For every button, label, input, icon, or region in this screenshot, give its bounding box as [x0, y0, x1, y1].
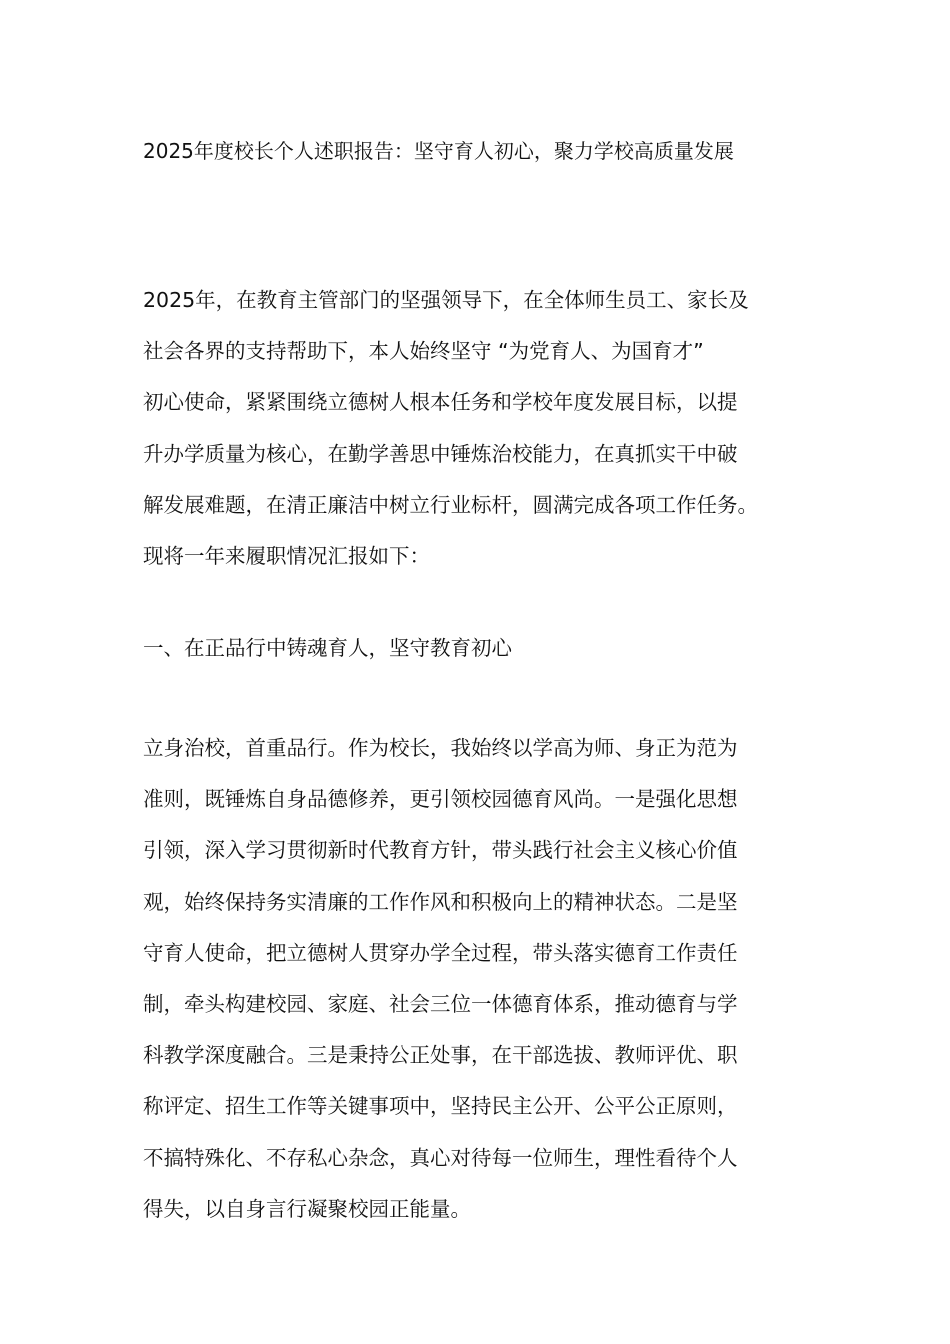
- intro-paragraph: [143, 275, 823, 582]
- paragraph-line: 升办学质量为核心，在勤学善思中锤炼治校能力，在真抓实干中破: [143, 441, 738, 466]
- document-title: 2025年度校长个人述职报告：坚守育人初心，聚力学校高质量发展: [143, 139, 734, 163]
- section-paragraph: [143, 723, 823, 1235]
- section-heading: 一、在正品行中铸魂育人，坚守教育初心: [143, 636, 512, 660]
- paragraph-line: 准则，既锤炼自身品德修养，更引领校园德育风尚。一是强化思想: [143, 787, 738, 812]
- paragraph-line: 科教学深度融合。三是秉持公正处事，在干部选拔、教师评优、职: [143, 1043, 738, 1068]
- paragraph-line: 不搞特殊化、不存私心杂念，真心对待每一位师生，理性看待个人: [143, 1145, 738, 1170]
- paragraph-line: 初心使命，紧紧围绕立德树人根本任务和学校年度发展目标，以提: [143, 390, 738, 415]
- paragraph-line: 守育人使命，把立德树人贯穿办学全过程，带头落实德育工作责任: [143, 940, 738, 965]
- paragraph-line: 称评定、招生工作等关键事项中，坚持民主公开、公平公正原则，: [143, 1094, 738, 1119]
- paragraph-line: 立身治校，首重品行。作为校长，我始终以学高为师、身正为范为: [143, 736, 738, 760]
- paragraph-line: 社会各界的支持帮助下，本人始终坚守 “为党育人、为国育才”: [143, 339, 704, 364]
- paragraph-line: 观，始终保持务实清廉的工作作风和积极向上的精神状态。二是坚: [143, 889, 738, 914]
- paragraph-line: 2025年，在教育主管部门的坚强领导下，在全体师生员工、家长及: [143, 288, 749, 312]
- paragraph-line: 得失，以自身言行凝聚校园正能量。: [143, 1196, 471, 1221]
- paragraph-line: 引领，深入学习贯彻新时代教育方针，带头践行社会主义核心价值: [143, 838, 738, 863]
- paragraph-line: 制，牵头构建校园、家庭、社会三位一体德育体系，推动德育与学: [143, 992, 738, 1017]
- paragraph-line: 解发展难题，在清正廉洁中树立行业标杆，圆满完成各项工作任务。: [143, 492, 758, 517]
- paragraph-line: 现将一年来履职情况汇报如下：: [143, 544, 430, 569]
